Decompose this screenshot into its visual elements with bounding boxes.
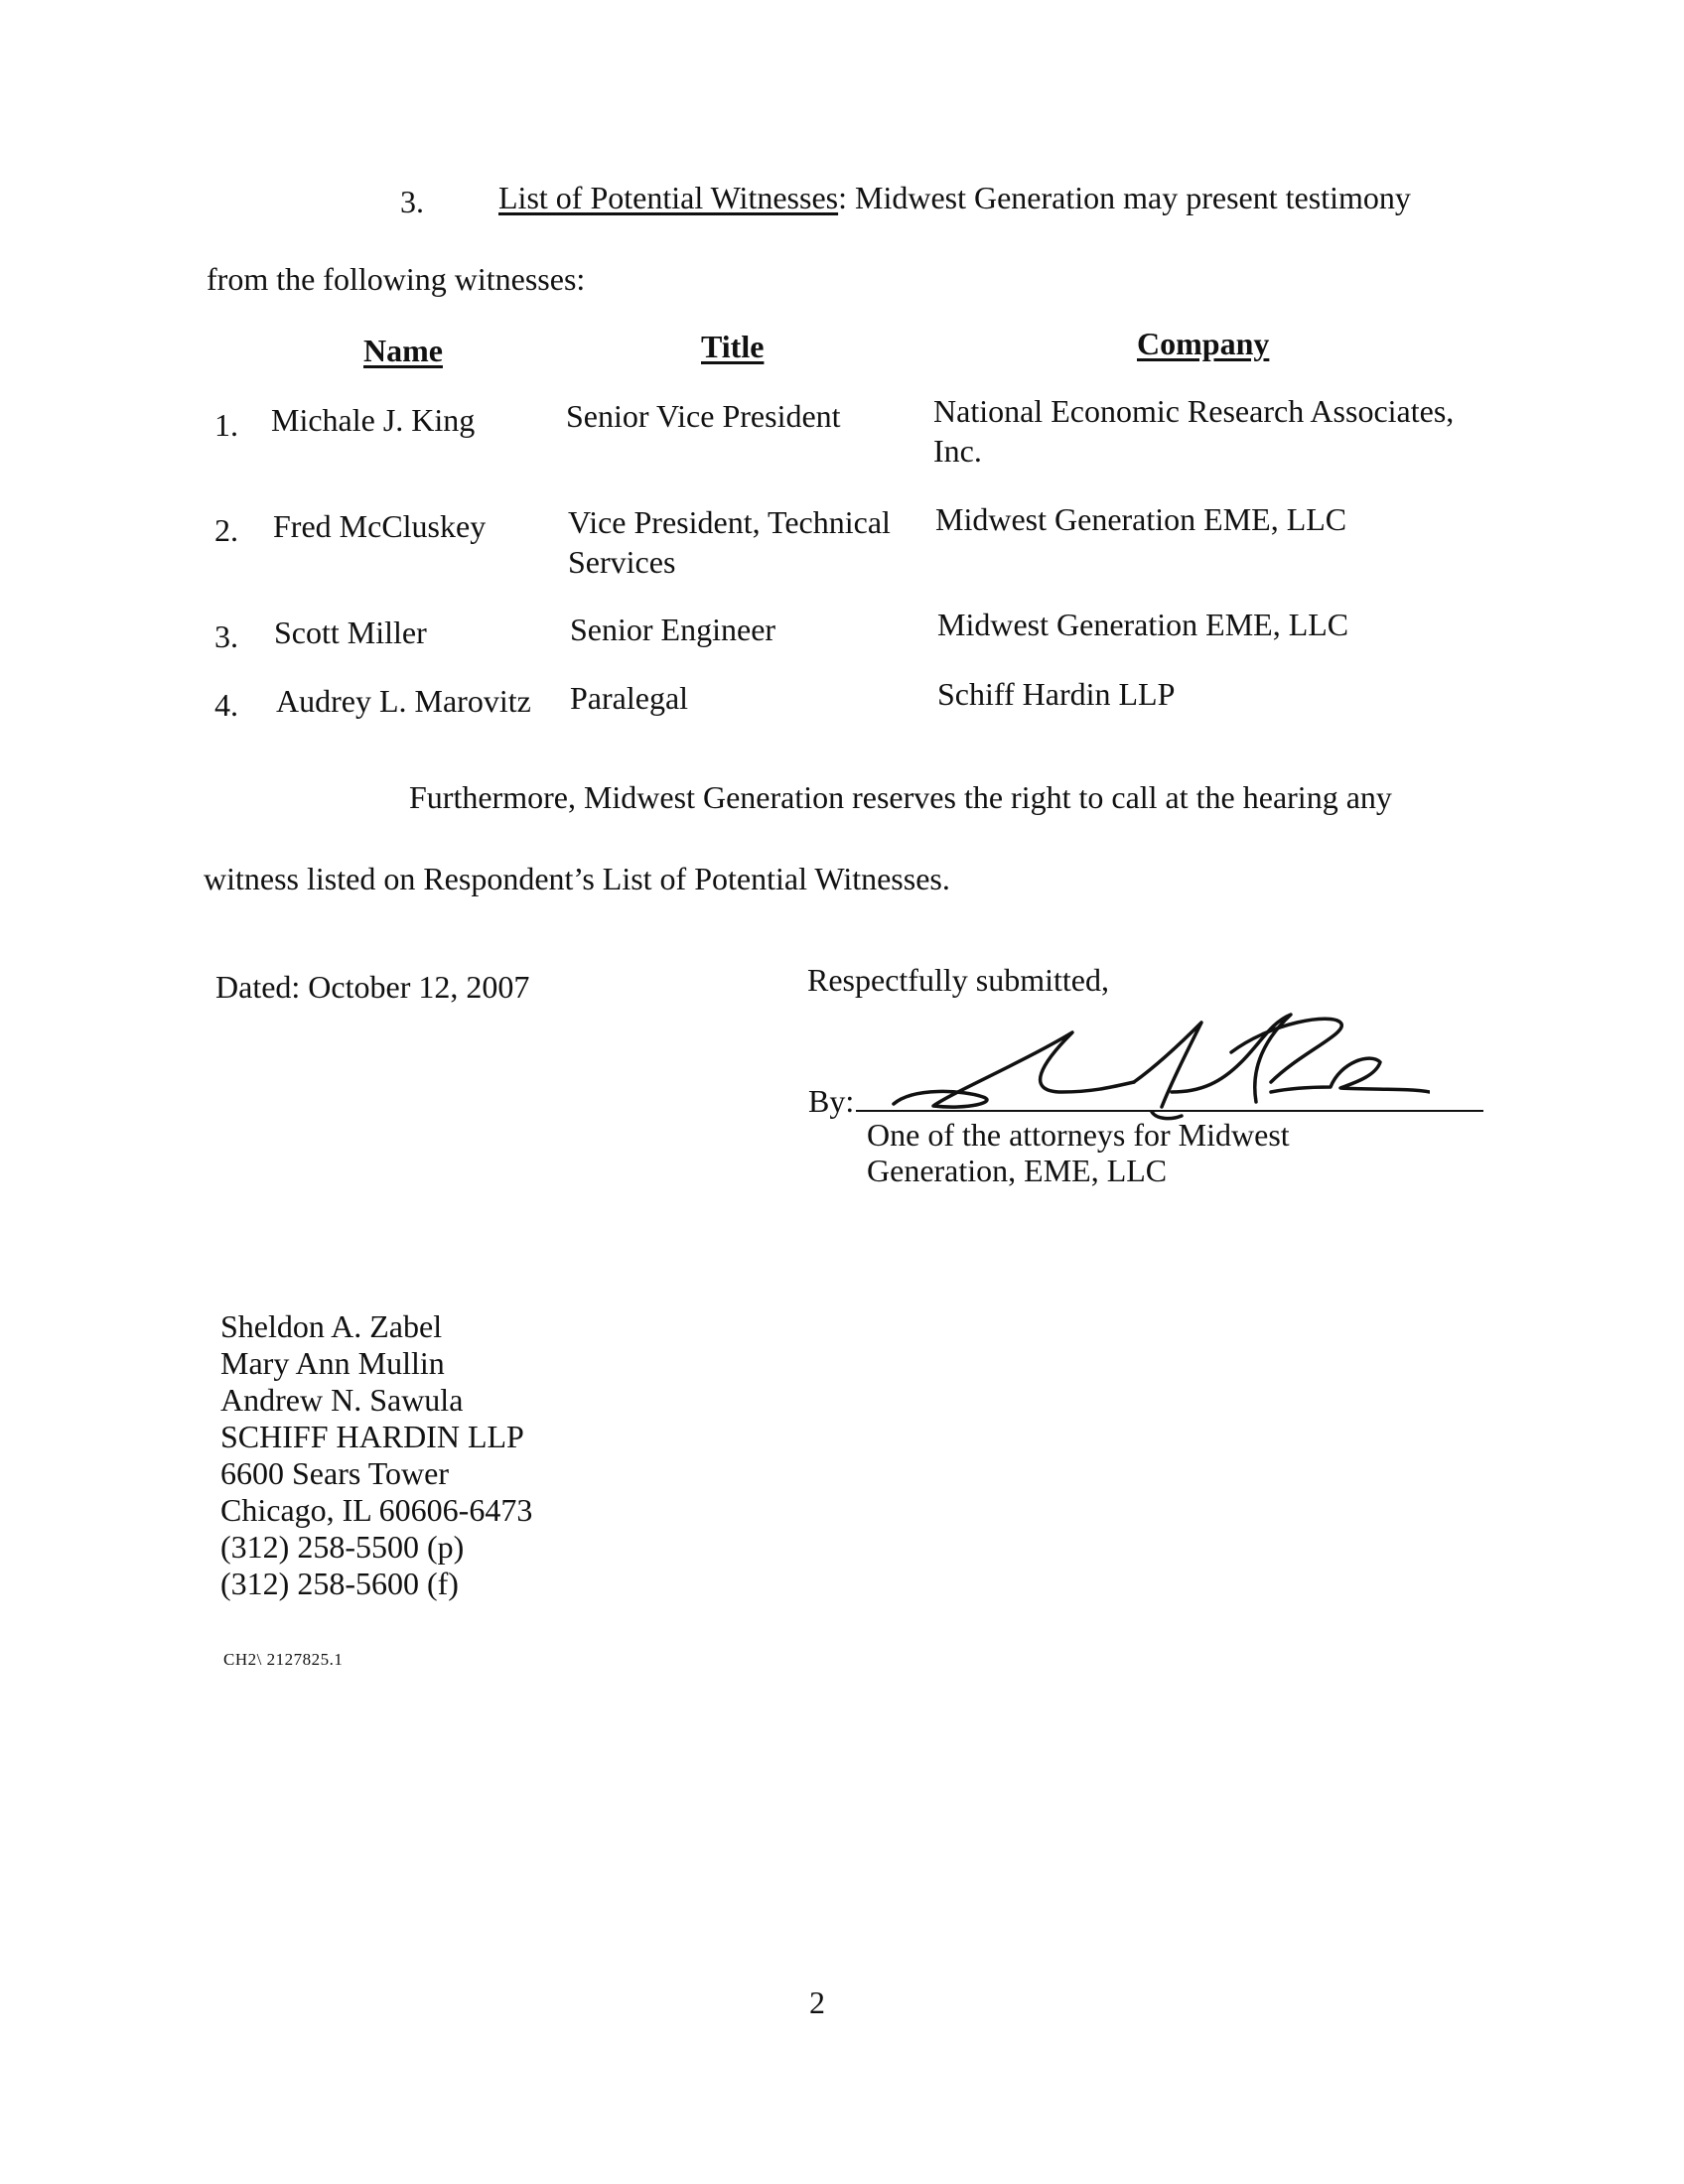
reservation-line1: Furthermore, Midwest Generation reserves the right to call at the hearing any — [409, 779, 1392, 815]
witness-company: Schiff Hardin LLP — [937, 676, 1176, 712]
section-heading: List of Potential Witnesses — [498, 180, 839, 215]
witness-title: Vice President, Technical — [568, 504, 891, 540]
column-header-name: Name — [363, 333, 443, 368]
signature-caption-line2: Generation, EME, LLC — [867, 1153, 1168, 1188]
witness-title: Senior Vice President — [566, 398, 841, 434]
counsel-block — [220, 1308, 532, 1602]
witness-company: Midwest Generation EME, LLC — [937, 607, 1349, 642]
signature-caption-line1: One of the attorneys for Midwest — [867, 1117, 1290, 1153]
witness-company: Midwest Generation EME, LLC — [935, 501, 1347, 537]
column-header-company: Company — [1137, 326, 1270, 361]
page-number: 2 — [809, 1984, 825, 2020]
witness-name: Fred McCluskey — [273, 508, 487, 544]
counsel-line: Sheldon A. Zabel — [220, 1308, 443, 1344]
by-label: By: — [808, 1083, 855, 1119]
witness-company: National Economic Research Associates, — [933, 393, 1455, 429]
section-intro-line2: from the following witnesses: — [207, 261, 586, 297]
witness-title: Senior Engineer — [570, 612, 776, 647]
counsel-line: (312) 258-5500 (p) — [220, 1529, 465, 1565]
handwritten-signature — [874, 993, 1430, 1132]
section-number: 3. — [400, 184, 424, 219]
dated-line: Dated: October 12, 2007 — [215, 969, 530, 1005]
witness-name: Michale J. King — [271, 402, 476, 438]
column-header-title: Title — [701, 329, 765, 364]
section-intro-text: : Midwest Generation may present testimony — [838, 180, 1411, 215]
witness-name: Audrey L. Marovitz — [276, 683, 531, 719]
section-intro — [498, 179, 1411, 216]
witness-company-cont: Inc. — [933, 433, 982, 469]
counsel-line: Mary Ann Mullin — [220, 1345, 445, 1381]
counsel-line: 6600 Sears Tower — [220, 1455, 450, 1491]
row-number: 2. — [214, 512, 238, 548]
witness-name: Scott Miller — [274, 614, 427, 650]
witness-title: Paralegal — [570, 680, 689, 716]
counsel-line: (312) 258-5600 (f) — [220, 1566, 459, 1601]
witness-title-cont: Services — [568, 544, 676, 580]
row-number: 4. — [214, 687, 238, 723]
counsel-line: SCHIFF HARDIN LLP — [220, 1419, 524, 1454]
closing-text: Respectfully submitted, — [807, 962, 1109, 998]
row-number: 3. — [214, 618, 238, 654]
row-number: 1. — [214, 407, 238, 443]
document-id: CH2\ 2127825.1 — [223, 1650, 344, 1669]
counsel-line: Andrew N. Sawula — [220, 1382, 464, 1418]
counsel-line: Chicago, IL 60606-6473 — [220, 1492, 533, 1528]
reservation-line2: witness listed on Respondent’s List of Potential Witnesses. — [204, 861, 950, 896]
